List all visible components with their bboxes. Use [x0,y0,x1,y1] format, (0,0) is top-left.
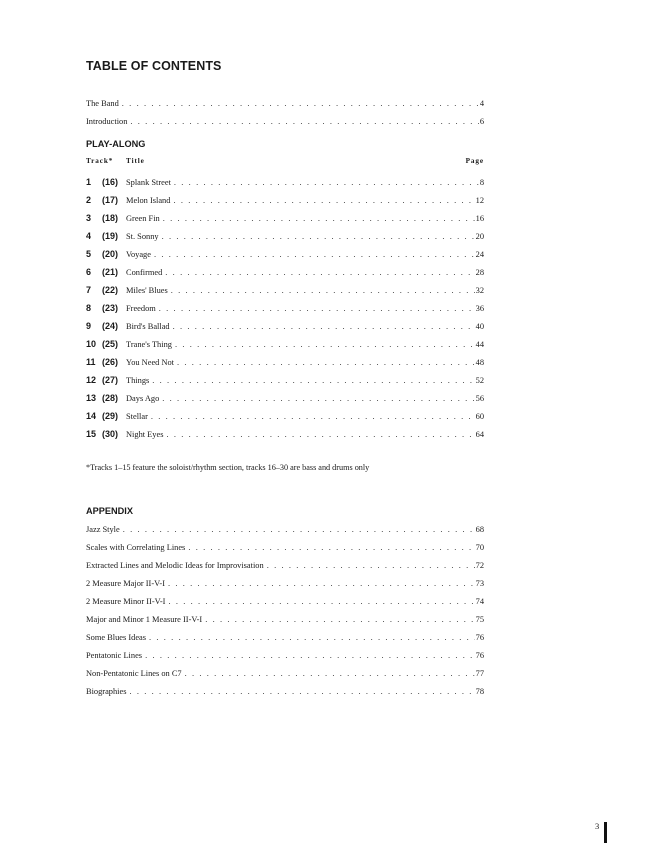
dot-leader [188,541,474,555]
track-title: Days Ago [126,394,160,403]
entry-label: Extracted Lines and Melodic Ideas for Improvisation [86,561,264,570]
track-title: Night Eyes [126,430,164,439]
entry-page: 77 [475,669,484,678]
track-row[interactable] [86,265,484,279]
dot-leader [175,338,475,352]
entry-label: Major and Minor 1 Measure II-V-I [86,615,203,624]
track-title: Bird's Ballad [126,322,170,331]
dot-leader [151,410,475,424]
track-title: St. Sonny [126,232,159,241]
dot-leader [162,392,474,406]
appendix-entry[interactable] [86,649,484,663]
appendix-entry[interactable] [86,559,484,573]
page-number: 3 [595,821,600,831]
entry-label: Some Blues Ideas [86,633,147,642]
track-alt-number: (26) [102,357,119,367]
track-number: 14 [86,411,97,421]
track-alt-number: (16) [102,177,119,187]
dot-leader [154,248,475,262]
entry-page: 76 [475,651,484,660]
track-number: 10 [86,339,97,349]
dot-leader [168,577,475,591]
entry-label: 2 Measure Major II-V-I [86,579,165,588]
dot-leader [129,685,474,699]
track-title: Miles' Blues [126,286,168,295]
track-row[interactable] [86,247,484,261]
track-title: You Need Not [126,358,175,367]
dot-leader [145,649,475,663]
dot-leader [166,428,474,442]
track-page: 56 [475,394,484,403]
dot-leader [267,559,475,573]
track-alt-number: (19) [102,231,119,241]
track-title: Green Fin [126,214,160,223]
column-headers [86,157,484,169]
dot-leader [159,302,475,316]
appendix-entry[interactable] [86,577,484,591]
entry-page: 73 [475,579,484,588]
track-alt-number: (27) [102,375,119,385]
dot-leader [165,266,474,280]
track-title: Melon Island [126,196,171,205]
track-alt-number: (23) [102,303,119,313]
track-alt-number: (30) [102,429,119,439]
track-row[interactable] [86,427,484,441]
track-alt-number: (29) [102,411,119,421]
track-page: 44 [475,340,484,349]
track-alt-number: (20) [102,249,119,259]
entry-label: Pentatonic Lines [86,651,143,660]
dot-leader [174,176,479,190]
dot-leader [171,284,475,298]
track-page: 20 [475,232,484,241]
track-row[interactable] [86,373,484,387]
track-number: 15 [86,429,97,439]
track-number: 13 [86,393,97,403]
track-alt-number: (21) [102,267,119,277]
entry-label: 2 Measure Minor II-V-I [86,597,166,606]
track-row[interactable] [86,283,484,297]
track-page: 24 [475,250,484,259]
dot-leader [173,320,475,334]
track-row[interactable] [86,211,484,225]
track-row[interactable] [86,355,484,369]
entry-page: 76 [475,633,484,642]
entry-label: Non-Pentatonic Lines on C7 [86,669,182,678]
dot-leader [130,115,478,129]
page-marker-bar [604,822,607,843]
track-number: 3 [86,213,92,223]
appendix-entry[interactable] [86,631,484,645]
track-row[interactable] [86,391,484,405]
dot-leader [177,356,475,370]
entry-page: 75 [475,615,484,624]
col-page: Page [465,157,484,165]
track-page: 52 [475,376,484,385]
entry-page: 78 [475,687,484,696]
entry-page: 72 [475,561,484,570]
dot-leader [123,523,475,537]
track-title: Trane's Thing [126,340,172,349]
dot-leader [162,230,475,244]
dot-leader [149,631,475,645]
track-page: 32 [475,286,484,295]
track-page: 28 [475,268,484,277]
dot-leader [163,212,475,226]
track-number: 8 [86,303,92,313]
track-alt-number: (17) [102,195,119,205]
track-row[interactable] [86,193,484,207]
track-alt-number: (22) [102,285,119,295]
track-alt-number: (18) [102,213,119,223]
appendix-entry[interactable] [86,541,484,555]
track-row[interactable] [86,229,484,243]
track-number: 2 [86,195,92,205]
appendix-entry[interactable] [86,595,484,609]
appendix-entry[interactable] [86,667,484,681]
track-page: 8 [479,178,484,187]
track-row[interactable] [86,409,484,423]
dot-leader [122,97,479,111]
track-page: 60 [475,412,484,421]
appendix-entry[interactable] [86,685,484,699]
track-number: 9 [86,321,92,331]
track-title: Voyage [126,250,151,259]
dot-leader [173,194,474,208]
track-title: Splank Street [126,178,171,187]
appendix-entry[interactable] [86,523,484,537]
dot-leader [168,595,474,609]
entry-page: 70 [475,543,484,552]
dot-leader [205,613,474,627]
track-number: 4 [86,231,92,241]
track-title: Stellar [126,412,148,421]
track-row[interactable] [86,319,484,333]
dot-leader [185,667,475,681]
track-title: Things [126,376,150,385]
track-title: Freedom [126,304,156,313]
entry-label: The Band [86,99,119,108]
col-track: Track* [86,157,114,165]
entry-label: Jazz Style [86,525,120,534]
toc-entry-introduction[interactable] [86,115,484,129]
track-page: 64 [475,430,484,439]
playalong-heading: PLAY-ALONG [86,139,146,149]
appendix-entry[interactable] [86,613,484,627]
track-number: 11 [86,357,96,367]
entry-page: 4 [479,99,484,108]
track-page: 16 [475,214,484,223]
track-page: 40 [475,322,484,331]
entry-label: Introduction [86,117,128,126]
track-footnote: *Tracks 1–15 feature the soloist/rhythm section, tracks 16–30 are bass and drums only [86,463,370,472]
track-number: 7 [86,285,92,295]
entry-page: 6 [479,117,484,126]
entry-page: 74 [475,597,484,606]
track-page: 48 [475,358,484,367]
track-alt-number: (25) [102,339,119,349]
track-number: 5 [86,249,92,259]
track-alt-number: (24) [102,321,119,331]
track-title: Confirmed [126,268,163,277]
entry-label: Biographies [86,687,127,696]
track-number: 6 [86,267,92,277]
appendix-heading: APPENDIX [86,506,133,516]
track-number: 1 [86,177,92,187]
page-title: TABLE OF CONTENTS [86,59,222,73]
track-row[interactable] [86,301,484,315]
track-row[interactable] [86,175,484,189]
track-row[interactable] [86,337,484,351]
track-page: 36 [475,304,484,313]
entry-page: 68 [475,525,484,534]
entry-label: Scales with Correlating Lines [86,543,186,552]
track-page: 12 [475,196,484,205]
track-alt-number: (28) [102,393,119,403]
col-title: Title [126,157,145,165]
dot-leader [152,374,474,388]
toc-entry-the-band[interactable] [86,97,484,111]
track-number: 12 [86,375,97,385]
